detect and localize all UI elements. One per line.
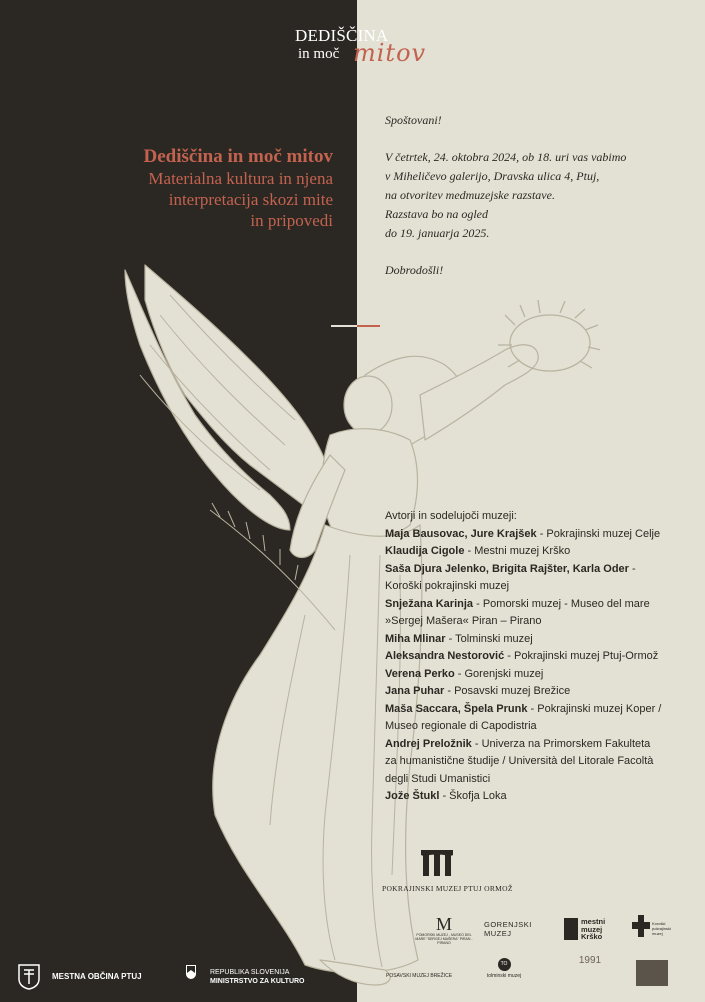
exhibition-logo	[295, 26, 435, 72]
partner-logo-koroski	[632, 915, 671, 942]
author-line: Maša Saccara, Špela Prunk - Pokrajinski muzej Koper /	[385, 702, 662, 715]
museum-columns-icon	[420, 850, 454, 876]
author-line: Jana Puhar - Posavski muzej Brežice	[385, 685, 571, 697]
invitation-text	[385, 111, 685, 280]
invitation-line: Razstava bo na ogled	[385, 207, 488, 221]
partner-logo-piran	[413, 915, 475, 945]
ministry-line2: MINISTRSTVO ZA KULTURO	[210, 978, 305, 985]
author-line: degli Studi Umanistici	[385, 772, 491, 785]
authors-heading: Avtorji in sodelujoči muzeji:	[385, 510, 517, 522]
exhibition-subtitle-line-3: in pripovedi	[250, 211, 333, 230]
gorenjski-line2: MUZEJ	[484, 929, 512, 938]
author-line: Miha Mlinar - Tolminski muzej	[385, 632, 533, 645]
exhibition-title-block	[13, 146, 333, 231]
city-crest-icon	[18, 964, 40, 990]
partner-logo-seal	[636, 960, 668, 986]
author-line: Maja Bausovac, Jure Krajšek - Pokrajinski muzej Celje	[385, 527, 661, 540]
author-line: Aleksandra Nestorović - Pokrajinski muzej Ptuj-Ormož	[385, 650, 659, 662]
slovenia-coat-of-arms-icon	[186, 965, 196, 979]
author-line: Koroški pokrajinski muzej	[385, 580, 510, 592]
piran-mark: M	[435, 914, 452, 934]
ministry-text	[210, 968, 305, 986]
krsko-mark	[564, 918, 578, 940]
tolminski-mark: TO	[498, 958, 511, 971]
invitation-line: na otvoritev medmuzejske razstave.	[385, 188, 555, 202]
piran-text: POMORSKI MUZEJ - MUSEO DEL MARE "SERGEJ MAŠERA" PIRAN - PIRANO	[415, 933, 473, 945]
author-line: »Sergej Mašera« Piran – Pirano	[385, 615, 542, 627]
tolminski-text: tolminski muzej	[486, 973, 522, 979]
exhibition-subtitle-line-2: interpretacija skozi mite	[168, 190, 333, 209]
author-line: Saša Djura Jelenko, Brigita Rajšter, Karla Oder -	[385, 562, 636, 575]
author-line: Verena Perko - Gorenjski muzej	[385, 667, 544, 680]
partner-year: 1991	[578, 955, 602, 966]
author-line: Klaudija Cigole - Mestni muzej Krško	[385, 545, 571, 557]
partner-logo-1991	[560, 955, 620, 966]
invitation-closing: Dobrodošli!	[385, 263, 444, 277]
ministry-line1: REPUBLIKA SLOVENIJA	[210, 969, 290, 976]
author-line: Andrej Preložnik - Univerza na Primorskem Fakulteta	[385, 737, 651, 750]
partner-logo-posavski: POSAVSKI MUZEJ BREŽICE	[386, 973, 453, 979]
krsko-text: mestni muzej Krško	[581, 917, 606, 941]
divider-accent	[357, 325, 380, 327]
koroski-text: Koroški pokrajinski muzej	[652, 921, 671, 936]
city-name: MESTNA OBČINA PTUJ	[52, 972, 142, 981]
plus-icon	[632, 915, 650, 937]
author-line: Museo regionale di Capodistria	[385, 720, 537, 732]
logo-script-text: mitov	[353, 39, 427, 67]
exhibition-title: Dediščina in moč mitov	[143, 146, 333, 167]
invitation-line: V četrtek, 24. oktobra 2024, ob 18. uri vas vabimo	[385, 150, 627, 164]
gorenjski-line1: GORENJSKI	[484, 920, 532, 929]
invitation-line: v Miheličevo galerijo, Dravska ulica 4, Ptuj,	[385, 169, 600, 183]
partner-logo-tolminski	[484, 958, 524, 979]
divider-light	[331, 325, 357, 327]
logo-text-line2: in moč	[298, 46, 340, 62]
authors-list	[385, 508, 685, 806]
organizer-logo	[382, 850, 513, 893]
organizer-name: POKRAJINSKI MUZEJ PTUJ ORMOŽ	[382, 884, 513, 893]
author-line: za humanistične študije / Università del Litorale Facoltà	[385, 755, 654, 767]
logo-text-line1: DEDIŠČINA	[295, 26, 389, 45]
author-line: Jože Štukl - Škofja Loka	[385, 790, 507, 802]
invitation-greeting: Spoštovani!	[385, 113, 442, 127]
exhibition-subtitle-line-1: Materialna kultura in njena	[148, 169, 333, 188]
partner-logo-gorenjski	[484, 920, 532, 938]
invitation-line: do 19. januarja 2025.	[385, 226, 490, 240]
author-line: Snježana Karinja - Pomorski muzej - Museo del mare	[385, 597, 650, 610]
